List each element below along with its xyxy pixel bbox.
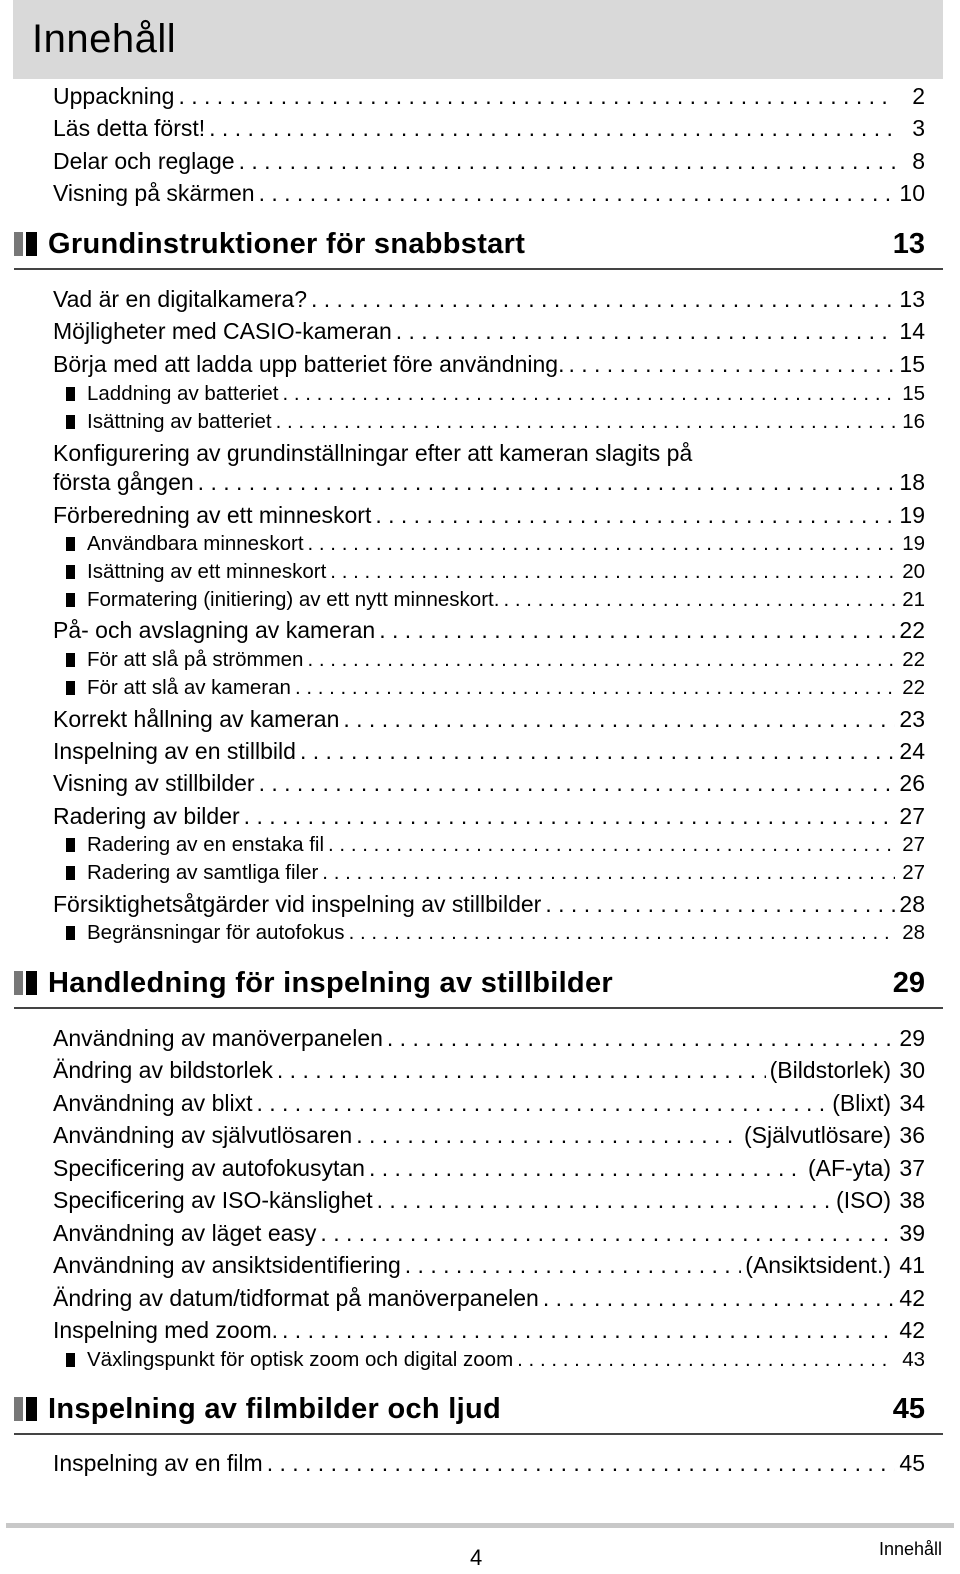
toc-entry[interactable] (53, 1448, 925, 1478)
toc-entry-label: Specificering av autofokusytan (53, 1155, 365, 1181)
toc-entry-page: 42 (899, 1285, 925, 1311)
section-title: Inspelning av filmbilder och ljud (48, 1393, 501, 1425)
toc-entry-page: 19 (902, 532, 925, 555)
toc-entry-label: Radering av bilder (53, 803, 240, 829)
toc-entry[interactable] (53, 349, 925, 379)
toc-entry-label: Ändring av datum/tidformat på manöverpanelen (53, 1285, 539, 1311)
toc-entry-page: 20 (902, 560, 925, 583)
dot-leader (517, 1347, 895, 1373)
dot-leader (276, 409, 895, 435)
toc-entry[interactable] (53, 889, 925, 919)
toc-entry[interactable] (53, 316, 925, 346)
toc-entry-label: Delar och reglage (53, 148, 235, 174)
toc-entry-page: 14 (899, 318, 925, 344)
dot-leader (543, 1283, 895, 1313)
bullet-icon (66, 593, 75, 607)
toc-entry-page: 36 (899, 1122, 925, 1148)
dot-leader (356, 1120, 740, 1150)
toc-subentry[interactable] (66, 531, 925, 557)
dot-leader (178, 81, 895, 111)
toc-entry-page: 42 (899, 1317, 925, 1343)
dot-leader (209, 113, 895, 143)
dot-leader (311, 284, 895, 314)
dot-leader (322, 860, 895, 886)
dot-leader (259, 768, 895, 798)
toc-entry-label: Formatering (initiering) av ett nytt minneskort. (87, 588, 500, 611)
toc-entry-label: För att slå av kameran (87, 676, 291, 699)
toc-entry-page: 8 (912, 148, 925, 174)
dot-leader (267, 1448, 895, 1478)
bullet-icon (66, 415, 75, 429)
toc-entry-label: Förberedning av ett minneskort (53, 502, 372, 528)
toc-entry-label: Användning av läget easy (53, 1220, 317, 1246)
toc-entry-page: 27 (902, 833, 925, 856)
toc-entry-page: 29 (899, 1025, 925, 1051)
toc-entry[interactable] (53, 801, 925, 831)
section-marker-icon (14, 232, 38, 256)
toc-entry[interactable] (53, 615, 925, 645)
dot-leader (307, 647, 895, 673)
toc-entry-page: 22 (902, 648, 925, 671)
toc-subentry[interactable] (66, 675, 925, 701)
section-page: 13 (892, 228, 925, 260)
toc-entry-label: Möjligheter med CASIO-kameran (53, 318, 392, 344)
toc-entry-label: Ändring av bildstorlek (53, 1057, 273, 1083)
toc-entry-label: Försiktighetsåtgärder vid inspelning av stillbilder (53, 891, 542, 917)
toc-entry-label: Vad är en digitalkamera? (53, 286, 307, 312)
bullet-icon (66, 537, 75, 551)
toc-entry[interactable] (53, 467, 925, 497)
dot-leader (259, 178, 895, 208)
dot-leader (277, 1055, 766, 1085)
page-title: Innehåll (32, 17, 177, 61)
dot-leader (369, 1153, 804, 1183)
toc-subentry[interactable] (66, 587, 925, 613)
toc-subentry[interactable] (66, 920, 925, 946)
toc-entry-page: 22 (902, 676, 925, 699)
toc-entry[interactable] (53, 146, 925, 176)
toc-entry-label: Visning på skärmen (53, 180, 255, 206)
dot-leader (295, 675, 895, 701)
toc-entry-page: 10 (899, 180, 925, 206)
toc-entry-label: Inspelning av en stillbild (53, 738, 296, 764)
bullet-icon (66, 565, 75, 579)
toc-subentry[interactable] (66, 381, 925, 407)
toc-entry-page: 27 (902, 861, 925, 884)
toc-entry[interactable] (53, 1023, 925, 1053)
toc-subentry[interactable] (66, 860, 925, 886)
toc-entry-label: På- och avslagning av kameran (53, 617, 376, 643)
section-heading[interactable] (14, 965, 943, 1009)
toc-subentry[interactable] (66, 1347, 925, 1373)
toc-entry[interactable] (53, 1088, 925, 1118)
dot-leader (377, 1185, 832, 1215)
bullet-icon (66, 866, 75, 880)
toc-entry-page: 18 (899, 469, 925, 495)
toc-entry[interactable] (53, 1055, 925, 1085)
toc-entry-note: (Blixt) (832, 1090, 891, 1116)
toc-subentry[interactable] (66, 409, 925, 435)
toc-entry-label: Läs detta först! (53, 115, 206, 141)
toc-entry[interactable] (53, 1250, 925, 1280)
toc-entry[interactable] (53, 113, 925, 143)
toc-entry-page: 21 (902, 588, 925, 611)
toc-entry[interactable] (53, 81, 925, 111)
bullet-icon (66, 926, 75, 940)
section-page: 29 (892, 967, 925, 999)
toc-entry-page: 23 (899, 706, 925, 732)
toc-entry-label: Börja med att ladda upp batteriet före användning. (53, 351, 565, 377)
toc-entry[interactable] (53, 1153, 925, 1183)
toc-entry[interactable] (53, 1283, 925, 1313)
toc-entry-label-line1[interactable]: Konfigurering av grundinställningar efter att kameran slagits på (53, 440, 693, 466)
toc-entry[interactable] (53, 768, 925, 798)
section-page: 45 (892, 1393, 925, 1425)
toc-entry-page: 16 (902, 410, 925, 433)
toc-entry-label: Isättning av batteriet (87, 410, 272, 433)
toc-entry-page: 3 (912, 115, 925, 141)
footer-rule (6, 1523, 954, 1528)
section-title: Handledning för inspelning av stillbilder (48, 967, 613, 999)
toc-entry[interactable] (53, 704, 925, 734)
toc-entry-page: 15 (899, 351, 925, 377)
dot-leader (328, 832, 895, 858)
toc-subentry[interactable] (66, 647, 925, 673)
toc-entry-page: 13 (899, 286, 925, 312)
toc-entry-label: Inspelning av en film (53, 1450, 263, 1476)
bullet-icon (66, 838, 75, 852)
dot-leader (568, 349, 895, 379)
toc-entry-note: (AF-yta) (807, 1155, 891, 1181)
bullet-icon (66, 681, 75, 695)
dot-leader (300, 736, 895, 766)
toc-entry-page: 45 (899, 1450, 925, 1476)
toc-entry-page: 19 (899, 502, 925, 528)
toc-entry-label: Uppackning (53, 83, 175, 109)
section-marker-icon (14, 971, 38, 995)
dot-leader (387, 1023, 895, 1053)
dot-leader (198, 467, 895, 497)
toc-entry-page: 24 (899, 738, 925, 764)
toc-entry-label: Växlingspunkt för optisk zoom och digital zoom (87, 1348, 514, 1371)
title-bar (13, 0, 943, 79)
toc-entry[interactable] (53, 500, 925, 530)
toc-entry-page: 30 (899, 1057, 925, 1083)
footer-page-number: 4 (470, 1545, 483, 1570)
toc-entry[interactable] (53, 1315, 925, 1345)
toc-entry-page: 26 (899, 770, 925, 796)
section-heading[interactable] (14, 1391, 943, 1435)
section-marker-icon (14, 1397, 38, 1421)
toc-entry[interactable] (53, 1218, 925, 1248)
section-title: Grundinstruktioner för snabbstart (48, 228, 526, 260)
dot-leader (320, 1218, 895, 1248)
toc-entry-page: 41 (899, 1252, 925, 1278)
bullet-icon (66, 1353, 75, 1367)
dot-leader (282, 381, 895, 407)
toc-subentry[interactable] (66, 832, 925, 858)
toc-entry-label: Laddning av batteriet (87, 382, 279, 405)
toc-subentry[interactable] (66, 559, 925, 585)
toc-entry-page: 43 (902, 1348, 925, 1371)
toc-entry-page: 15 (902, 382, 925, 405)
toc-entry-note: (Ansiktsident.) (745, 1252, 891, 1278)
bullet-icon (66, 653, 75, 667)
toc-entry-label: Specificering av ISO-känslighet (53, 1187, 373, 1213)
toc-entry-page: 37 (899, 1155, 925, 1181)
toc-entry[interactable] (53, 178, 925, 208)
toc-entry-label: Visning av stillbilder (53, 770, 255, 796)
footer-label: Innehåll (878, 1539, 942, 1559)
toc-entry-label: Inspelning med zoom. (53, 1317, 279, 1343)
toc-entry-page: 28 (899, 891, 925, 917)
dot-leader (349, 920, 895, 946)
toc-entry-page: 28 (902, 921, 925, 944)
toc-entry-note: (Självutlösare) (744, 1122, 891, 1148)
toc-entry-label: Användning av blixt (53, 1090, 253, 1116)
section-heading[interactable] (14, 226, 943, 270)
dot-leader (282, 1315, 895, 1345)
toc-entry-label: Användning av ansiktsidentifiering (53, 1252, 401, 1278)
toc-entry-page: 22 (899, 617, 925, 643)
dot-leader (405, 1250, 742, 1280)
dot-leader (396, 316, 895, 346)
toc-entry-label: Användbara minneskort (87, 532, 304, 555)
bullet-icon (66, 387, 75, 401)
toc-entry-label: Korrekt hållning av kameran (53, 706, 340, 732)
dot-leader (308, 531, 895, 557)
dot-leader (343, 704, 895, 734)
dot-leader (330, 559, 895, 585)
toc-entry[interactable] (53, 1185, 925, 1215)
toc-entry-label: Begränsningar för autofokus (87, 921, 345, 944)
dot-leader (239, 146, 895, 176)
toc-entry[interactable] (53, 1120, 925, 1150)
toc-entry-label: Radering av samtliga filer (87, 861, 319, 884)
dot-leader (256, 1088, 828, 1118)
dot-leader (545, 889, 895, 919)
toc-entry-label: första gången (53, 469, 194, 495)
toc-entry[interactable] (53, 284, 925, 314)
toc-entry-page: 2 (912, 83, 925, 109)
toc-entry-label: Radering av en enstaka fil (87, 833, 325, 856)
toc-entry-label: Användning av manöverpanelen (53, 1025, 383, 1051)
dot-leader (244, 801, 895, 831)
toc-entry[interactable] (53, 736, 925, 766)
toc-entry-page: 38 (899, 1187, 925, 1213)
dot-leader (379, 615, 895, 645)
toc-entry-label: Användning av självutlösaren (53, 1122, 353, 1148)
toc-entry-label: Isättning av ett minneskort (87, 560, 327, 583)
toc-entry-page: 34 (899, 1090, 925, 1116)
toc-entry-label: För att slå på strömmen (87, 648, 304, 671)
toc-entry-page: 39 (899, 1220, 925, 1246)
dot-leader (503, 587, 895, 613)
toc-entry-note: (ISO) (836, 1187, 891, 1213)
toc-entry-page: 27 (899, 803, 925, 829)
dot-leader (375, 500, 895, 530)
toc-entry-note: (Bildstorlek) (769, 1057, 891, 1083)
